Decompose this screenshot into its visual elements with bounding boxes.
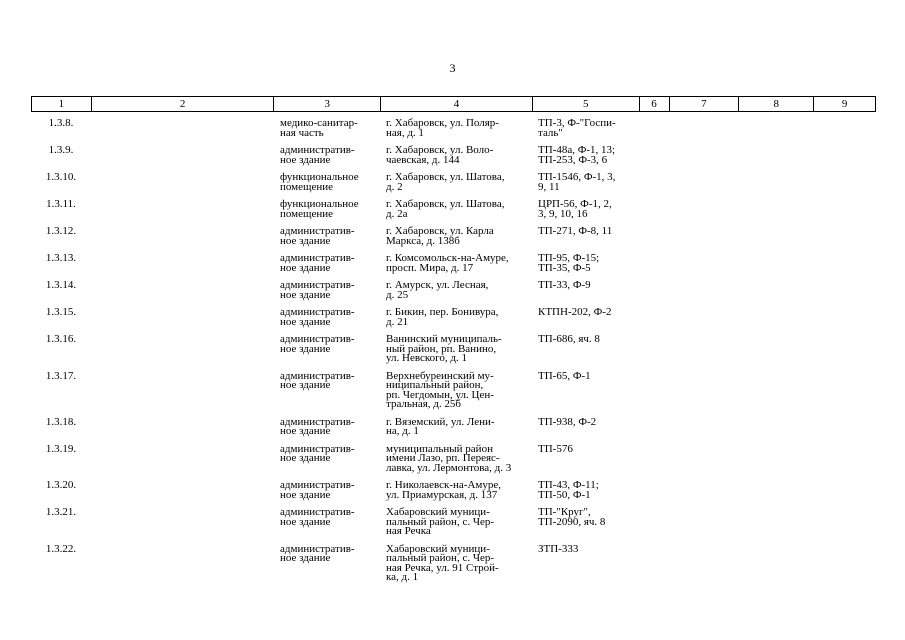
column-8-cell — [740, 481, 815, 508]
object-type: административ- ное здание — [280, 225, 355, 247]
row-number: 1.3.10. — [45, 171, 77, 183]
column-8-cell — [740, 418, 815, 445]
object-address: г. Хабаровск, ул. Воло- чаевская, д. 144 — [386, 144, 494, 166]
object-address: Хабаровский муници- пальный район, с. Чер- ная Речка — [386, 506, 495, 537]
row-number: 1.3.16. — [45, 333, 77, 345]
row-number: 1.3.8. — [48, 117, 74, 129]
power-source: ТП-271, Ф-8, 11 — [538, 225, 613, 237]
object-type: административ- ное здание — [280, 279, 355, 301]
object-address: г. Хабаровск, ул. Шатова, д. 2а — [386, 198, 505, 220]
row-number: 1.3.18. — [45, 415, 77, 428]
column-7-cell — [670, 508, 740, 545]
table-header — [31, 96, 876, 112]
column-6-cell — [640, 481, 670, 508]
object-type: функциональное помещение — [280, 198, 359, 220]
object-address: Хабаровский муници- пальный район, с. Чер- ная Речка, ул. 91 Строй- ка, д. 1 — [386, 542, 499, 583]
row-number: 1.3.12. — [45, 225, 77, 237]
table-row — [31, 508, 876, 545]
column-6-cell — [640, 227, 670, 254]
column-2-cell — [91, 281, 274, 308]
object-type: административ- ное здание — [280, 479, 355, 501]
column-2-cell — [91, 335, 274, 372]
column-9-cell — [815, 200, 876, 227]
table-row — [31, 227, 876, 254]
header-col-4: 4 — [381, 97, 533, 111]
column-6-cell — [640, 335, 670, 372]
object-type: административ- ное здание — [280, 506, 355, 528]
table-row — [31, 254, 876, 281]
column-8-cell — [740, 308, 815, 335]
column-6-cell — [640, 173, 670, 200]
power-source: ТП-576 — [538, 442, 573, 455]
column-7-cell — [670, 200, 740, 227]
power-source: ТП-"Круг", ТП-2090, яч. 8 — [538, 506, 606, 528]
column-6-cell — [640, 146, 670, 173]
column-6-cell — [640, 308, 670, 335]
column-7-cell — [670, 481, 740, 508]
row-number: 1.3.11. — [46, 198, 76, 210]
table-row — [31, 173, 876, 200]
object-type: административ- ное здание — [280, 542, 355, 564]
table-row — [31, 542, 876, 591]
object-address: г. Хабаровск, ул. Поляр- ная, д. 1 — [386, 117, 499, 139]
power-source: ТП-48а, Ф-1, 13; ТП-253, Ф-3, 6 — [538, 144, 616, 166]
table-row — [31, 200, 876, 227]
column-2-cell — [91, 418, 274, 445]
column-7-cell — [670, 335, 740, 372]
object-type: административ- ное здание — [280, 306, 355, 328]
column-7-cell — [670, 281, 740, 308]
column-7-cell — [670, 418, 740, 445]
table-body — [31, 119, 876, 591]
power-source: КТПН-202, Ф-2 — [538, 306, 612, 318]
column-7-cell — [670, 372, 740, 418]
column-6-cell — [640, 281, 670, 308]
table-row — [31, 369, 876, 418]
header-col-6: 6 — [640, 97, 670, 111]
object-type: административ- ное здание — [280, 442, 355, 464]
object-type: административ- ное здание — [280, 144, 355, 166]
column-9-cell — [815, 418, 876, 445]
column-6-cell — [640, 545, 670, 591]
power-source: ТП-33, Ф-9 — [538, 279, 591, 291]
column-6-cell — [640, 119, 670, 146]
column-9-cell — [815, 335, 876, 372]
column-9-cell — [815, 372, 876, 418]
column-2-cell — [91, 173, 274, 200]
row-number: 1.3.9. — [48, 144, 74, 156]
table-row — [31, 415, 876, 445]
object-address: г. Амурск, ул. Лесная, д. 25 — [386, 279, 489, 301]
row-number: 1.3.15. — [45, 306, 77, 318]
row-number: 1.3.13. — [45, 252, 77, 264]
column-9-cell — [815, 281, 876, 308]
column-8-cell — [740, 281, 815, 308]
column-8-cell — [740, 173, 815, 200]
column-2-cell — [91, 200, 274, 227]
power-source: ТП-1546, Ф-1, 3, 9, 11 — [538, 171, 616, 193]
column-2-cell — [91, 308, 274, 335]
power-source: ТП-3, Ф-"Госпи- таль" — [538, 117, 616, 139]
page-number: 3 — [449, 61, 456, 75]
object-address: г. Хабаровск, ул. Шатова, д. 2 — [386, 171, 505, 193]
power-source: ТП-938, Ф-2 — [538, 415, 597, 428]
column-6-cell — [640, 372, 670, 418]
column-6-cell — [640, 418, 670, 445]
column-8-cell — [740, 146, 815, 173]
column-6-cell — [640, 200, 670, 227]
column-9-cell — [815, 119, 876, 146]
row-number: 1.3.19. — [45, 442, 77, 455]
column-6-cell — [640, 254, 670, 281]
row-number: 1.3.21. — [45, 506, 77, 518]
column-9-cell — [815, 254, 876, 281]
column-9-cell — [815, 445, 876, 482]
power-source: ТП-95, Ф-15; ТП-35, Ф-5 — [538, 252, 600, 274]
column-9-cell — [815, 146, 876, 173]
column-9-cell — [815, 308, 876, 335]
table-row — [31, 281, 876, 308]
header-col-2: 2 — [92, 97, 275, 111]
row-number: 1.3.14. — [45, 279, 77, 291]
column-7-cell — [670, 119, 740, 146]
column-2-cell — [91, 254, 274, 281]
column-8-cell — [740, 119, 815, 146]
column-2-cell — [91, 508, 274, 545]
table-row — [31, 308, 876, 335]
column-7-cell — [670, 173, 740, 200]
column-9-cell — [815, 227, 876, 254]
column-8-cell — [740, 372, 815, 418]
table-row — [31, 119, 876, 146]
object-type: административ- ное здание — [280, 369, 355, 391]
column-8-cell — [740, 200, 815, 227]
power-source: ТП-686, яч. 8 — [538, 333, 600, 345]
column-9-cell — [815, 508, 876, 545]
column-7-cell — [670, 227, 740, 254]
table-row — [31, 481, 876, 508]
header-col-7: 7 — [670, 97, 740, 111]
column-9-cell — [815, 545, 876, 591]
power-source: ТП-65, Ф-1 — [538, 369, 591, 382]
object-address: Верхнебуреинский му- ниципальный район, рп. Чегдомын, ул. Цен- тральная, д. 25б — [386, 369, 494, 410]
column-7-cell — [670, 254, 740, 281]
object-address: г. Николаевск-на-Амуре, ул. Приамурская, д. 137 — [386, 479, 501, 501]
column-7-cell — [670, 146, 740, 173]
column-2-cell — [91, 372, 274, 418]
header-col-8: 8 — [739, 97, 814, 111]
row-number: 1.3.20. — [45, 479, 77, 491]
column-9-cell — [815, 173, 876, 200]
header-col-5: 5 — [533, 97, 640, 111]
object-address: г. Бикин, пер. Бонивура, д. 21 — [386, 306, 499, 328]
object-type: административ- ное здание — [280, 415, 355, 437]
power-source: ЗТП-333 — [538, 542, 579, 555]
table-row — [31, 335, 876, 372]
column-8-cell — [740, 445, 815, 482]
object-address: г. Хабаровск, ул. Карла Маркса, д. 138б — [386, 225, 494, 247]
power-source: ТП-43, Ф-11; ТП-50, Ф-1 — [538, 479, 599, 501]
column-8-cell — [740, 227, 815, 254]
column-2-cell — [91, 445, 274, 482]
header-col-9: 9 — [841, 98, 848, 110]
column-2-cell — [91, 119, 274, 146]
power-source: ЦРП-56, Ф-1, 2, 3, 9, 10, 16 — [538, 198, 612, 220]
column-8-cell — [740, 508, 815, 545]
column-2-cell — [91, 545, 274, 591]
object-address: муниципальный район имени Лазо, рп. Переяс- лавка, ул. Лермонтова, д. 3 — [386, 442, 512, 474]
column-2-cell — [91, 227, 274, 254]
object-type: функциональное помещение — [280, 171, 359, 193]
object-type: административ- ное здание — [280, 333, 355, 355]
row-number: 1.3.17. — [45, 369, 77, 382]
column-8-cell — [740, 254, 815, 281]
column-2-cell — [91, 146, 274, 173]
object-type: административ- ное здание — [280, 252, 355, 274]
column-6-cell — [640, 445, 670, 482]
header-col-3: 3 — [274, 97, 381, 111]
column-6-cell — [640, 508, 670, 545]
object-type: медико-санитар- ная часть — [280, 117, 358, 139]
column-9-cell — [815, 481, 876, 508]
column-2-cell — [91, 481, 274, 508]
column-7-cell — [670, 445, 740, 482]
column-8-cell — [740, 545, 815, 591]
table-row — [31, 146, 876, 173]
object-address: г. Комсомольск-на-Амуре, просп. Мира, д. 17 — [386, 252, 509, 274]
column-8-cell — [740, 335, 815, 372]
object-address: г. Вяземский, ул. Лени- на, д. 1 — [386, 415, 495, 437]
column-7-cell — [670, 545, 740, 591]
table-row — [31, 442, 876, 482]
header-col-1: 1 — [32, 97, 92, 111]
row-number: 1.3.22. — [45, 542, 77, 555]
column-7-cell — [670, 308, 740, 335]
object-address: Ванинский муниципаль- ный район, рп. Ванино, ул. Невского, д. 1 — [386, 333, 502, 364]
